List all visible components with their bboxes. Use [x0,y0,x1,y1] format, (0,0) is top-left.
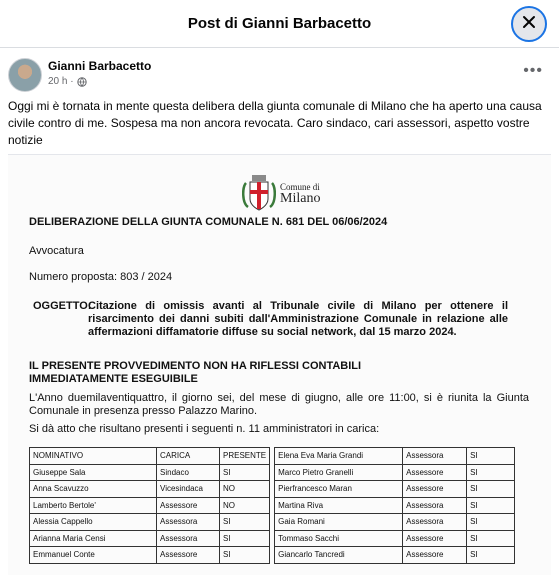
table-cell: Assessora [403,448,467,465]
table-cell: Marco Pietro Granelli [275,464,403,481]
table-cell: Lamberto Bertole' [30,497,157,514]
table-cell: Gaia Romani [275,514,403,531]
provvedimento-line-1: IL PRESENTE PROVVEDIMENTO NON HA RIFLESSI CONTABILI [29,360,362,372]
table-cell: Assessore [403,530,467,547]
attendance-table-right [274,447,515,564]
table-row [275,530,515,547]
table-cell: Emmanuel Conte [30,547,157,564]
table-cell: Giancarlo Tancredi [275,547,403,564]
table-cell: Martina Riva [275,497,403,514]
table-cell: SI [467,547,515,564]
table-row [30,514,270,531]
table-cell: Assessore [403,464,467,481]
avvocatura: Avvocatura [29,245,84,257]
table-cell: Assessora [403,497,467,514]
globe-icon [77,77,87,87]
table-header: NOMINATIVO [30,448,157,465]
avatar[interactable] [8,58,42,92]
table-cell: NO [220,481,270,498]
table-cell: Sindaco [157,464,220,481]
deliberazione-title: DELIBERAZIONE DELLA GIUNTA COMUNALE N. 681 DEL 06/06/2024 [29,216,388,228]
post-author[interactable]: Gianni Barbacetto [48,59,152,73]
table-header: CARICA [157,448,220,465]
table-row [275,547,515,564]
post-time[interactable]: 20 h · [48,76,74,87]
table-cell: Alessia Cappello [30,514,157,531]
milano-crest-icon [242,173,276,213]
table-cell: Tommaso Sacchi [275,530,403,547]
close-button[interactable] [511,6,547,42]
anno-paragraph: L'Anno duemilaventiquattro, il giorno sei, del mese di giugno, alle ore 11:00, si è riunita la Giunta Comunale in presenza presso Palazzo Marino. [29,392,529,417]
attendance-tables [29,447,515,564]
table-row [30,497,270,514]
table-cell: Assessora [157,530,220,547]
more-options-icon[interactable]: ••• [523,62,543,79]
comune-logo [236,169,366,219]
table-row [30,481,270,498]
table-row [275,464,515,481]
document-image[interactable] [8,154,551,575]
table-cell: SI [220,530,270,547]
oggetto-text: Citazione di omissis avanti al Tribunale civile di Milano per ottenere il risarcimento dei danni subiti dall'Amministrazione Comunale in relazione alle affermazioni diffamatorie diffuse su social network, dal 15 marzo 2024. [88,300,508,338]
table-cell: Arianna Maria Censi [30,530,157,547]
provvedimento-line-2: IMMEDIATAMENTE ESEGUIBILE [29,373,198,385]
table-cell: SI [220,514,270,531]
table-cell: Vicesindaca [157,481,220,498]
table-row [30,464,270,481]
table-cell: SI [467,530,515,547]
table-row [275,448,515,465]
table-cell: SI [467,481,515,498]
table-cell: Elena Eva Maria Grandi [275,448,403,465]
si-da-atto: Si dà atto che risultano presenti i seguenti n. 11 amministratori in carica: [29,423,380,435]
post-header [8,56,551,96]
table-cell: Assessore [403,547,467,564]
table-cell: SI [467,448,515,465]
table-header: PRESENTE [220,448,270,465]
table-cell: Assessora [157,514,220,531]
table-row [275,514,515,531]
table-header-row [30,448,270,465]
table-row [275,497,515,514]
oggetto-label: OGGETTO: [33,300,92,312]
table-cell: Assessore [157,497,220,514]
table-cell: Anna Scavuzzo [30,481,157,498]
modal-header [0,0,559,48]
table-cell: Assessore [157,547,220,564]
table-cell: Pierfrancesco Maran [275,481,403,498]
table-cell: Assessora [403,514,467,531]
table-cell: NO [220,497,270,514]
table-cell: SI [220,547,270,564]
table-row [30,547,270,564]
logo-comune-di: Comune di [280,182,320,192]
table-cell: SI [467,464,515,481]
table-cell: Assessore [403,481,467,498]
table-cell: SI [220,464,270,481]
table-row [30,530,270,547]
post-text: Oggi mi è tornata in mente questa delibera della giunta comunale di Milano che ha aperto una causa civile contro di me. Sospesa ma non ancora revocata. Caro sindaco, cari assessori, aspetto vostre notizie [8,99,542,147]
table-cell: SI [467,497,515,514]
close-icon [521,14,537,35]
table-cell: Giuseppe Sala [30,464,157,481]
attendance-table-left [29,447,270,564]
modal-title: Post di Gianni Barbacetto [187,15,372,32]
table-row [275,481,515,498]
provvedimento-note [29,360,429,386]
numero-proposta: Numero proposta: 803 / 2024 [29,271,173,283]
table-cell: SI [467,514,515,531]
post-meta [48,76,87,87]
logo-milano: Milano [280,191,321,206]
